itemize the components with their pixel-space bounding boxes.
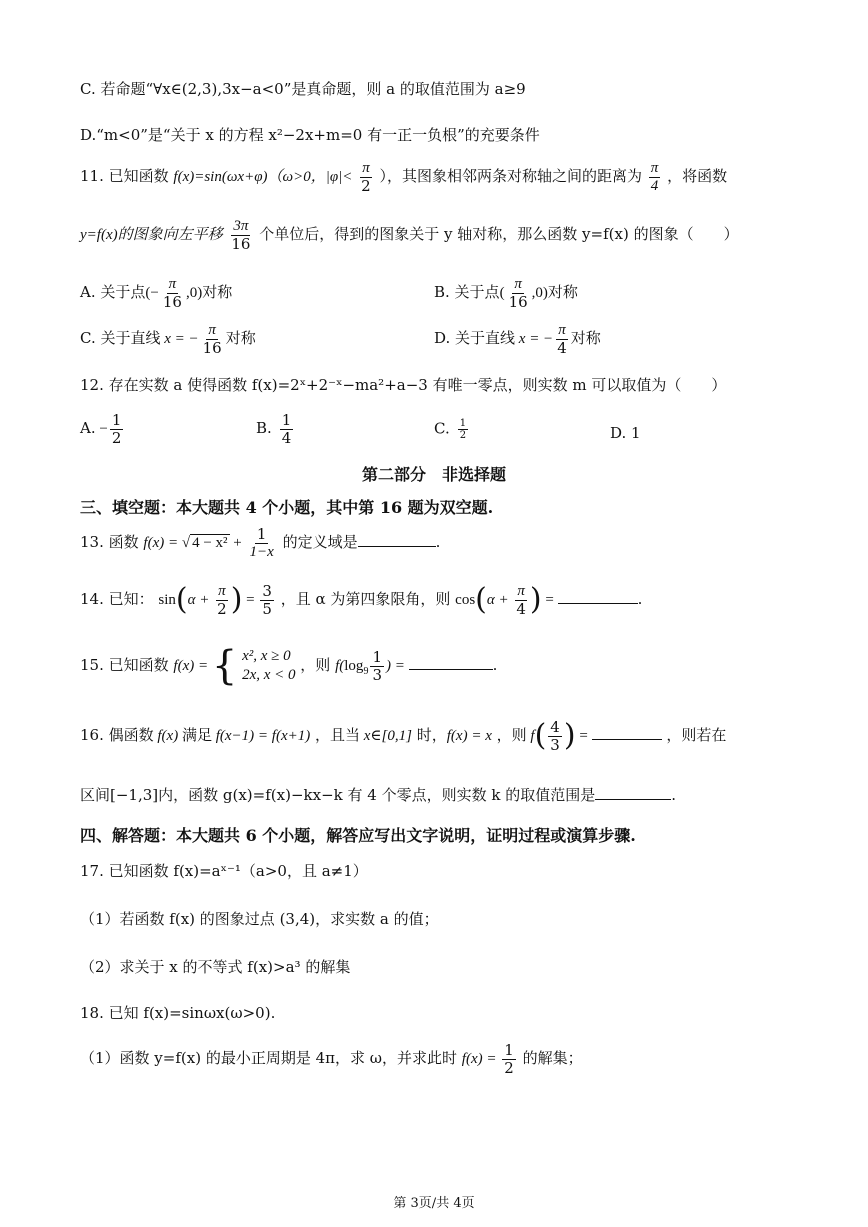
question-12-option-c: C. $\frac{1}{2}$ <box>434 418 467 441</box>
q11-line2-a: y=f(x)的图象向左平移 <box>80 227 223 243</box>
question-14: 14. 已知： sin(α + $\frac{\pi}{2}$ ) = $\frac{3}{5}$ ，且 α 为第四象限角，则 cos(α + $\frac{\pi}{4}$ ) = . <box>80 582 643 618</box>
q11-line2-b: 个单位后，得到的图象关于 y 轴对称，那么函数 y=f(x) 的图象（ ） <box>259 225 739 243</box>
question-10-option-d: D.“m<0”是“关于 x 的方程 x²−2x+m=0 有一正一负根”的充要条件 <box>80 126 540 144</box>
q11-prefix: 11. 已知函数 <box>80 167 169 185</box>
section-three-title: 三、填空题：本大题共 4 个小题，其中第 16 题为双空题. <box>80 498 494 517</box>
question-11-option-a: A. 关于点(− $\frac{\pi}{16}$ ,0)对称 <box>80 276 233 311</box>
question-12: 12. 存在实数 a 使得函数 f(x)=2ˣ+2⁻ˣ−ma²+a−3 有唯一零点，则实数 m 可以取值为（ ） <box>80 376 727 394</box>
answer-blank <box>358 534 436 547</box>
answer-blank <box>558 591 638 604</box>
fraction-3pi-over-16: $\frac{3\pi}{16}$ <box>231 218 251 253</box>
question-15: 15. 已知函数 f(x) = { x², x ≥ 0 2x, x < 0 ，则 $f(\log_9$ $\frac{1}{3}$ ) = . <box>80 643 498 689</box>
question-16-line-2: 区间[−1,3]内，函数 g(x)=f(x)−kx−k 有 4 个零点，则实数 k 的取值范围是 . <box>80 786 676 804</box>
question-17: 17. 已知函数 f(x)=aˣ⁻¹（a>0，且 a≠1） <box>80 862 368 880</box>
q11-function: f(x)=sin(ωx+φ)（ω>0，|φ|< <box>173 169 353 185</box>
question-10-option-c: C. 若命题“∀x∈(2,3),3x−a<0”是真命题，则 a 的取值范围为 a≥9 <box>80 80 526 98</box>
question-13: 13. 函数 f(x) = √ 4 − x² + $\frac{1}{1-x}$ 的定义域是 . <box>80 525 441 560</box>
question-17-part-1: （1）若函数 f(x) 的图象过点 (3,4)，求实数 a 的值； <box>80 910 439 928</box>
part-two-title: 第二部分 非选择题 <box>361 465 506 484</box>
question-12-option-a: A. − $\frac{1}{2}$ <box>80 411 122 447</box>
answer-blank <box>592 727 662 740</box>
question-17-part-2: （2）求关于 x 的不等式 f(x)>a³ 的解集 <box>80 958 351 976</box>
page-footer: 第 3页/共 4页 <box>393 1196 475 1211</box>
fraction-pi-over-2: $\frac{\pi}{2}$ <box>361 160 371 195</box>
question-11-line-2 <box>80 218 739 252</box>
q11-tail: ，将函数 <box>667 167 728 185</box>
question-18: 18. 已知 f(x)=sinωx(ω>0). <box>80 1004 276 1022</box>
fraction-pi-over-4: $\frac{\pi}{4}$ <box>650 160 659 194</box>
answer-blank <box>409 657 493 670</box>
question-12-option-d: D. 1 <box>610 424 641 442</box>
question-16-line-1: 16. 偶函数 f(x) 满足 f(x−1) = f(x+1) ，且当 x∈[0,1] 时，f(x) = x ，则 f( $\frac{4}{3}$ ) = ，则若在 <box>80 718 727 754</box>
question-11-option-c: C. 关于直线 x = − $\frac{\pi}{16}$ 对称 <box>80 322 256 357</box>
answer-blank <box>595 787 671 800</box>
question-11-option-b: B. 关于点( $\frac{\pi}{16}$ ,0)对称 <box>434 276 578 311</box>
q11-middle: ），其图象相邻两条对称轴之间的距离为 <box>379 167 643 185</box>
question-11-line-1 <box>80 160 727 194</box>
question-18-part-1: （1）函数 y=f(x) 的最小正周期是 4π，求 ω，并求此时 f(x) = $\frac{1}{2}$ 的解集； <box>80 1041 583 1077</box>
question-11-option-d: D. 关于直线 x = − $\frac{\pi}{4}$ 对称 <box>434 322 601 357</box>
section-four-title: 四、解答题：本大题共 6 个小题，解答应写出文字说明，证明过程或演算步骤. <box>80 826 636 845</box>
question-12-option-b: B. $\frac{1}{4}$ <box>256 411 292 447</box>
